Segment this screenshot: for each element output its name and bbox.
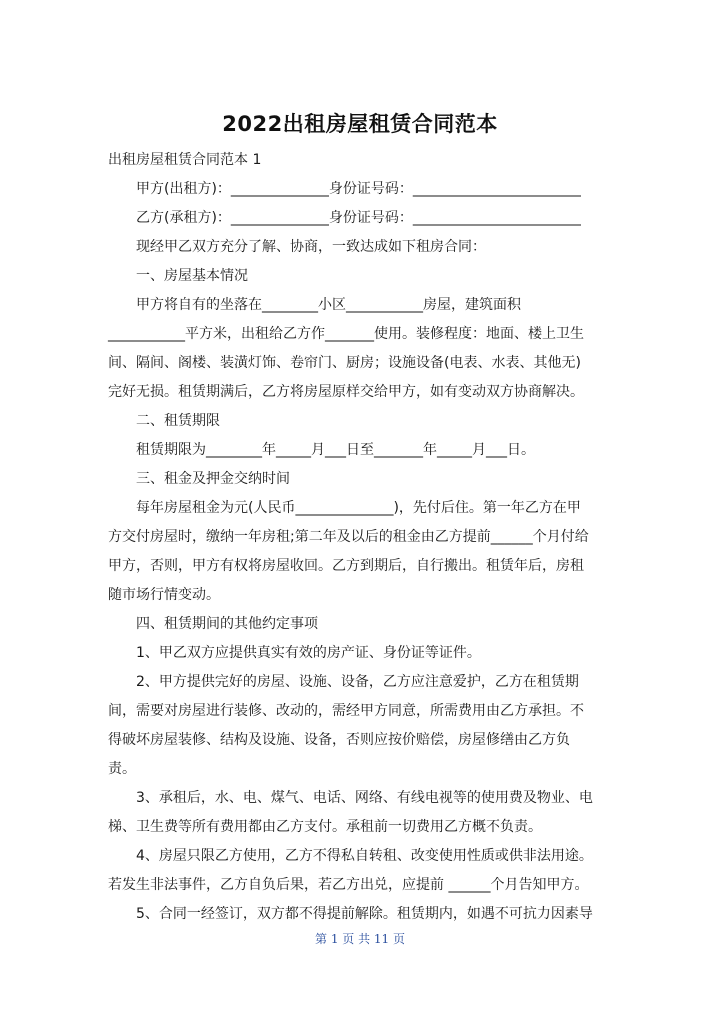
body-line: 二、租赁期限 xyxy=(136,413,220,429)
page-footer: 第 1 页 共 11 页 xyxy=(315,932,405,946)
body-line: 甲方(出租方)：______________身份证号码：________________________ xyxy=(136,181,581,197)
body-line: 责。 xyxy=(108,761,136,777)
document-body xyxy=(108,146,608,929)
body-line: 现经甲乙双方充分了解、协商，一致达成如下租房合同： xyxy=(136,239,486,255)
body-line: 得破坏房屋装修、结构及设施、设备，否则应按价赔偿，房屋修缮由乙方负 xyxy=(108,732,570,748)
body-line: 三、租金及押金交纳时间 xyxy=(136,471,290,487)
body-line: 间，需要对房屋进行装修、改动的，需经甲方同意，所需费用由乙方承担。不 xyxy=(108,703,584,719)
body-line: 方交付房屋时，缴纳一年房租;第二年及以后的租金由乙方提前______个月付给 xyxy=(108,529,589,545)
body-line: 完好无损。租赁期满后，乙方将房屋原样交给甲方，如有变动双方协商解决。 xyxy=(108,384,584,400)
document-title: 2022出租房屋租赁合同范本 xyxy=(222,112,498,136)
body-line: 5、合同一经签订，双方都不得提前解除。租赁期内，如遇不可抗力因素导 xyxy=(136,906,593,922)
body-line: ___________平方米，出租给乙方作_______使用。装修程度：地面、楼上卫生 xyxy=(108,326,584,342)
body-line: 一、房屋基本情况 xyxy=(136,268,248,284)
body-line: 每年房屋租金为元(人民币______________)，先付后住。第一年乙方在甲 xyxy=(136,500,581,516)
body-line: 间、隔间、阁楼、装潢灯饰、卷帘门、厨房；设施设备(电表、水表、其他无) xyxy=(108,355,581,371)
body-line: 甲方将自有的坐落在________小区___________房屋，建筑面积 xyxy=(136,297,521,313)
body-line: 四、租赁期间的其他约定事项 xyxy=(136,616,318,632)
body-line: 3、承租后，水、电、煤气、电话、网络、有线电视等的使用费及物业、电 xyxy=(136,790,593,806)
body-line: 2、甲方提供完好的房屋、设施、设备，乙方应注意爱护，乙方在租赁期 xyxy=(136,674,579,690)
body-line: 若发生非法事件，乙方自负后果，若乙方出兑，应提前 ______个月告知甲方。 xyxy=(108,877,589,893)
body-line: 乙方(承租方)：______________身份证号码：________________________ xyxy=(136,210,581,226)
body-line: 租赁期限为________年_____月___日至_______年_____月___日。 xyxy=(136,442,535,458)
body-line: 随市场行情变动。 xyxy=(108,587,220,603)
body-line: 甲方，否则，甲方有权将房屋收回。乙方到期后，自行搬出。租赁年后，房租 xyxy=(108,558,584,574)
body-line: 出租房屋租赁合同范本 1 xyxy=(108,152,262,168)
body-line: 1、甲乙双方应提供真实有效的房产证、身份证等证件。 xyxy=(136,645,481,661)
body-line: 4、房屋只限乙方使用，乙方不得私自转租、改变使用性质或供非法用途。 xyxy=(136,848,593,864)
body-line: 梯、卫生费等所有费用都由乙方支付。承租前一切费用乙方概不负责。 xyxy=(108,819,542,835)
